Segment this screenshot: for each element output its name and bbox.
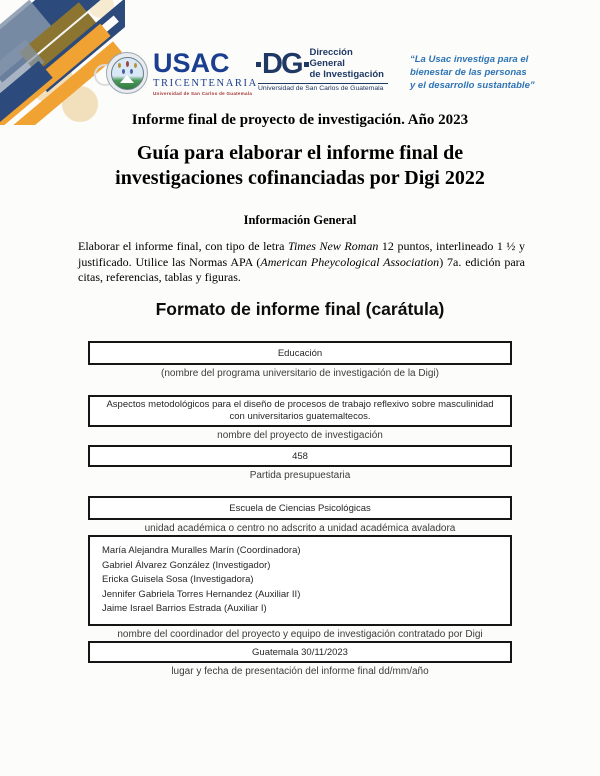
programa-caption: (nombre del programa universitario de investigación de la Digi) <box>161 368 439 379</box>
usac-logo <box>106 50 258 96</box>
team-member: Jaime Israel Barrios Estrada (Auxiliar I) <box>102 603 267 615</box>
equipo-value-box <box>88 535 512 626</box>
section-heading-informacion-general: Información General <box>243 213 357 227</box>
document-main-title: Guía para elaborar el informe final de investigaciones cofinanciadas por Digi 2022 <box>115 142 485 189</box>
equipo-caption: nombre del coordinador del proyecto y equipo de investigación contratado por Digi <box>117 629 483 640</box>
dgi-mark-icon: DG <box>258 50 306 79</box>
usac-caption: Universidad de San Carlos de Guatemala <box>153 90 253 96</box>
field-equipo <box>88 535 512 640</box>
programa-value-box: Educación <box>88 341 512 365</box>
partida-caption: Partida presupuestaria <box>249 470 351 481</box>
instructions-paragraph: Elaborar el informe final, con tipo de letra Times New Roman 12 puntos, interlineado 1 ½ y justificado. Utilice las Normas APA (American Pheycological Association) 7a. edición para citas, referencias, tablas y figuras. <box>78 239 526 284</box>
team-member: Gabriel Álvarez González (Investigador) <box>102 559 271 571</box>
field-unidad-academica <box>88 496 512 534</box>
dgi-caption: Universidad de San Carlos de Guatemala <box>258 85 384 93</box>
proyecto-caption: nombre del proyecto de investigación <box>217 430 383 441</box>
dgi-divider <box>258 83 388 84</box>
partida-value-box: 458 <box>88 445 512 467</box>
usac-slogan: “La Usac investiga para el bienestar de las personas y el desarrollo sustantable” <box>410 54 535 91</box>
field-lugar-fecha <box>88 641 512 677</box>
fecha-value-box: Guatemala 30/11/2023 <box>88 641 512 663</box>
team-member: María Alejandra Muralles Marín (Coordinadora) <box>102 545 301 557</box>
field-programa <box>88 341 512 379</box>
field-partida <box>88 445 512 481</box>
team-member: Ericka Guisela Sosa (Investigadora) <box>102 574 254 586</box>
usac-subtitle: TRICENTENARIA <box>153 78 258 89</box>
field-proyecto <box>88 395 512 441</box>
dgi-logo <box>258 48 388 92</box>
fecha-caption: lugar y fecha de presentación del informe final dd/mm/año <box>171 666 429 677</box>
usac-seal-icon <box>106 52 148 94</box>
report-year-title: Informe final de proyecto de investigación. Año 2023 <box>131 112 469 128</box>
usac-acronym: USAC <box>153 48 230 78</box>
unidad-value-box: Escuela de Ciencias Psicológicas <box>88 496 512 520</box>
form-heading: Formato de informe final (carátula) <box>155 299 445 319</box>
team-member: Jennifer Gabriela Torres Hernandez (Auxiliar II) <box>102 588 301 600</box>
cover-page-form <box>88 341 512 677</box>
dgi-name: Dirección General de Investigación <box>309 47 384 80</box>
proyecto-value-box: Aspectos metodológicos para el diseño de procesos de trabajo reflexivo sobre masculinidad con universitarios guatemaltecos. <box>88 395 512 427</box>
unidad-caption: unidad académica o centro no adscrito a unidad académica avaladora <box>144 523 456 534</box>
